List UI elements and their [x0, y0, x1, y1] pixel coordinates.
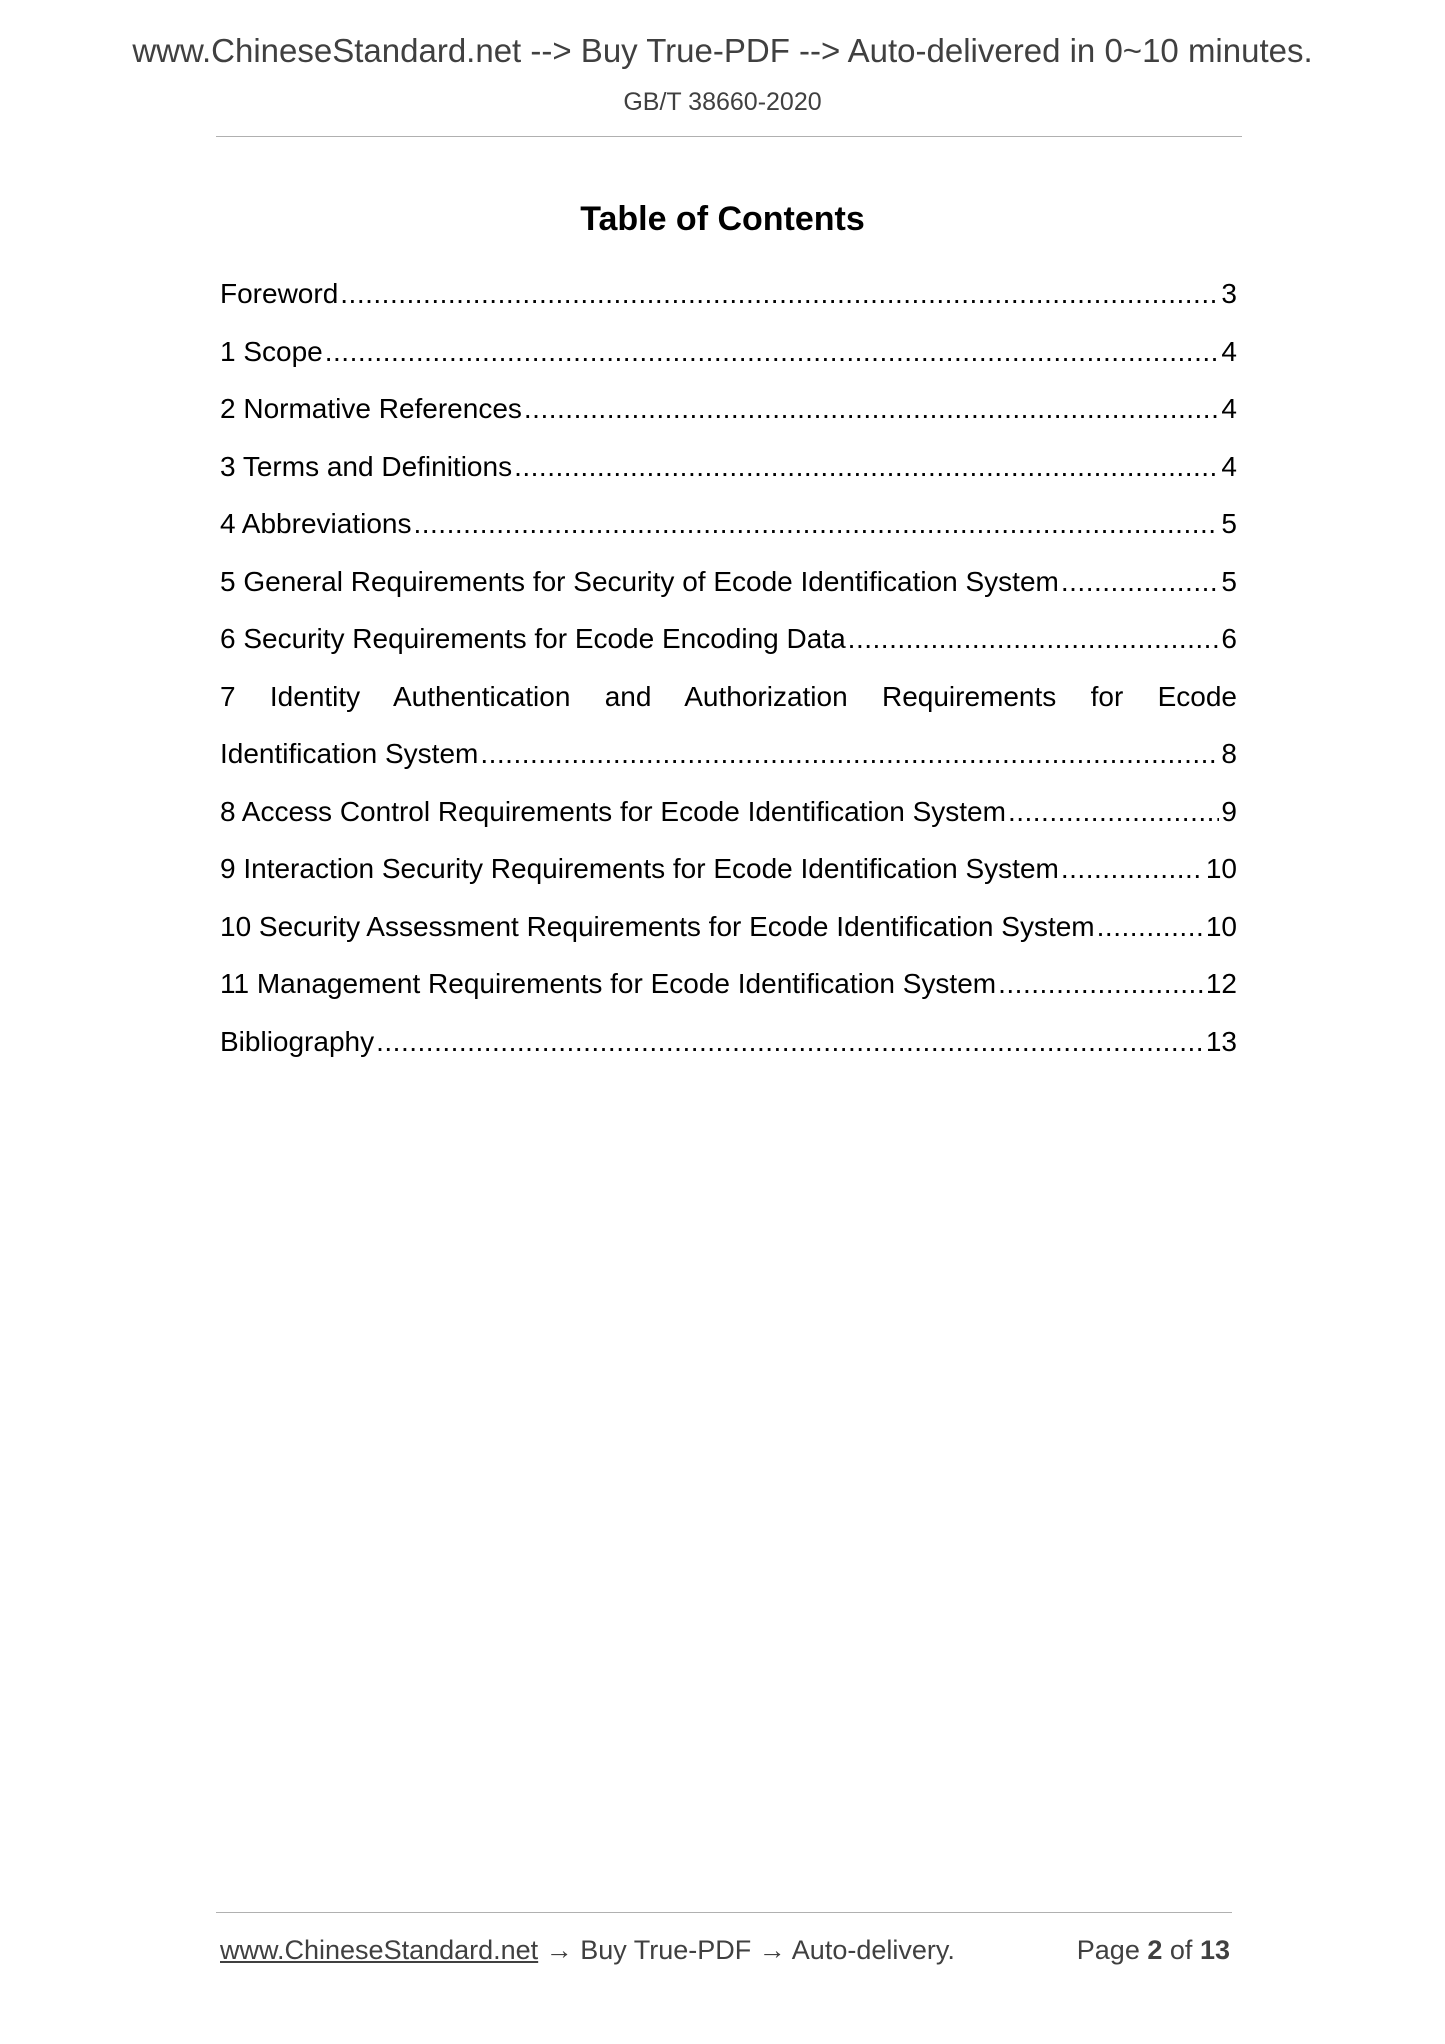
table-of-contents — [220, 265, 1237, 1070]
toc-title: Table of Contents — [580, 200, 865, 238]
toc-entry-security-assessment[interactable] — [220, 898, 1237, 956]
standard-code: GB/T 38660-2020 — [623, 88, 822, 116]
footer-site-link[interactable]: www.ChineseStandard.net — [220, 1935, 539, 1965]
arrow-right-icon: → — [758, 1935, 786, 1965]
toc-entry-label: 4 Abbreviations — [220, 508, 412, 539]
header-banner: www.ChineseStandard.net --> Buy True-PDF --> Auto-delivered in 0~10 minutes. — [132, 32, 1313, 69]
toc-entry-page: 12 — [1205, 968, 1237, 999]
toc-entry-access-control[interactable] — [220, 783, 1237, 841]
toc-leader-dots — [376, 1013, 1204, 1071]
toc-entry-label: 6 Security Requirements for Ecode Encoding Data — [220, 623, 846, 654]
page-number — [1077, 1935, 1230, 1966]
toc-entry-label: 2 Normative References — [220, 393, 522, 424]
toc-entry-scope[interactable] — [220, 323, 1237, 381]
toc-entry-page: 8 — [1221, 738, 1237, 769]
toc-entry-label: 8 Access Control Requirements for Ecode Identification System — [220, 795, 1006, 827]
toc-entry-foreword[interactable] — [220, 265, 1237, 323]
toc-entry-identity-auth-line2[interactable] — [220, 725, 1237, 783]
toc-leader-dots — [1097, 898, 1204, 956]
toc-entry-label: Foreword — [220, 278, 339, 309]
footer-promo — [220, 1935, 955, 1966]
toc-leader-dots — [413, 495, 1219, 553]
toc-entry-page: 13 — [1205, 1025, 1237, 1057]
toc-leader-dots — [325, 323, 1220, 381]
toc-entry-encoding-data[interactable] — [220, 610, 1237, 668]
toc-entry-page: 5 — [1221, 565, 1237, 597]
toc-leader-dots — [1061, 840, 1204, 898]
toc-entry-label: 11 Management Requirements for Ecode Identification System — [220, 968, 997, 999]
toc-entry-page: 10 — [1205, 853, 1237, 884]
header-divider — [216, 136, 1242, 137]
toc-entry-page: 4 — [1221, 335, 1237, 367]
toc-entry-interaction-security[interactable] — [220, 840, 1237, 898]
toc-leader-dots — [1061, 553, 1220, 611]
of-word: of — [1169, 1935, 1193, 1965]
toc-leader-dots — [998, 955, 1204, 1013]
toc-entry-label: 9 Interaction Security Requirements for Ecode Identification System — [220, 853, 1059, 884]
page-current: 2 — [1147, 1935, 1163, 1965]
toc-entry-page: 5 — [1221, 508, 1237, 539]
toc-entry-general-requirements[interactable] — [220, 553, 1237, 611]
toc-entry-normative-references[interactable] — [220, 380, 1237, 438]
arrow-right-icon: → — [545, 1935, 573, 1965]
toc-entry-label: 3 Terms and Definitions — [220, 450, 513, 482]
page-word: Page — [1076, 1935, 1140, 1965]
toc-entry-page: 4 — [1221, 393, 1237, 424]
toc-entry-page: 9 — [1221, 795, 1237, 827]
footer-divider — [216, 1912, 1232, 1913]
toc-entry-label: 10 Security Assessment Requirements for Ecode Identification System — [220, 910, 1095, 942]
toc-leader-dots — [514, 438, 1219, 496]
toc-entry-label: Bibliography — [220, 1025, 375, 1057]
toc-entry-identity-auth-line1[interactable]: 7 Identity Authentication and Authorization Requirements for Ecode — [220, 680, 1237, 712]
toc-leader-dots — [524, 380, 1220, 438]
toc-entry-management-requirements[interactable] — [220, 955, 1237, 1013]
toc-leader-dots — [480, 725, 1219, 783]
page-total: 13 — [1199, 1935, 1230, 1965]
toc-entry-label: 1 Scope — [220, 335, 323, 367]
toc-entry-page: 6 — [1221, 623, 1237, 654]
toc-entry-bibliography[interactable] — [220, 1013, 1237, 1071]
toc-leader-dots — [1008, 783, 1219, 841]
footer-delivery-text: Auto-delivery. — [791, 1935, 955, 1965]
toc-entry-page: 3 — [1221, 278, 1237, 309]
toc-entry-abbreviations[interactable] — [220, 495, 1237, 553]
toc-entry-terms-definitions[interactable] — [220, 438, 1237, 496]
toc-entry-page: 10 — [1205, 910, 1237, 942]
footer-buy-text: Buy True-PDF — [580, 1935, 752, 1965]
toc-entry-label: 5 General Requirements for Security of Ecode Identification System — [220, 565, 1059, 597]
toc-leader-dots — [340, 265, 1219, 323]
toc-leader-dots — [848, 610, 1220, 668]
toc-entry-page: 4 — [1221, 450, 1237, 482]
toc-entry-label: Identification System — [220, 738, 479, 769]
